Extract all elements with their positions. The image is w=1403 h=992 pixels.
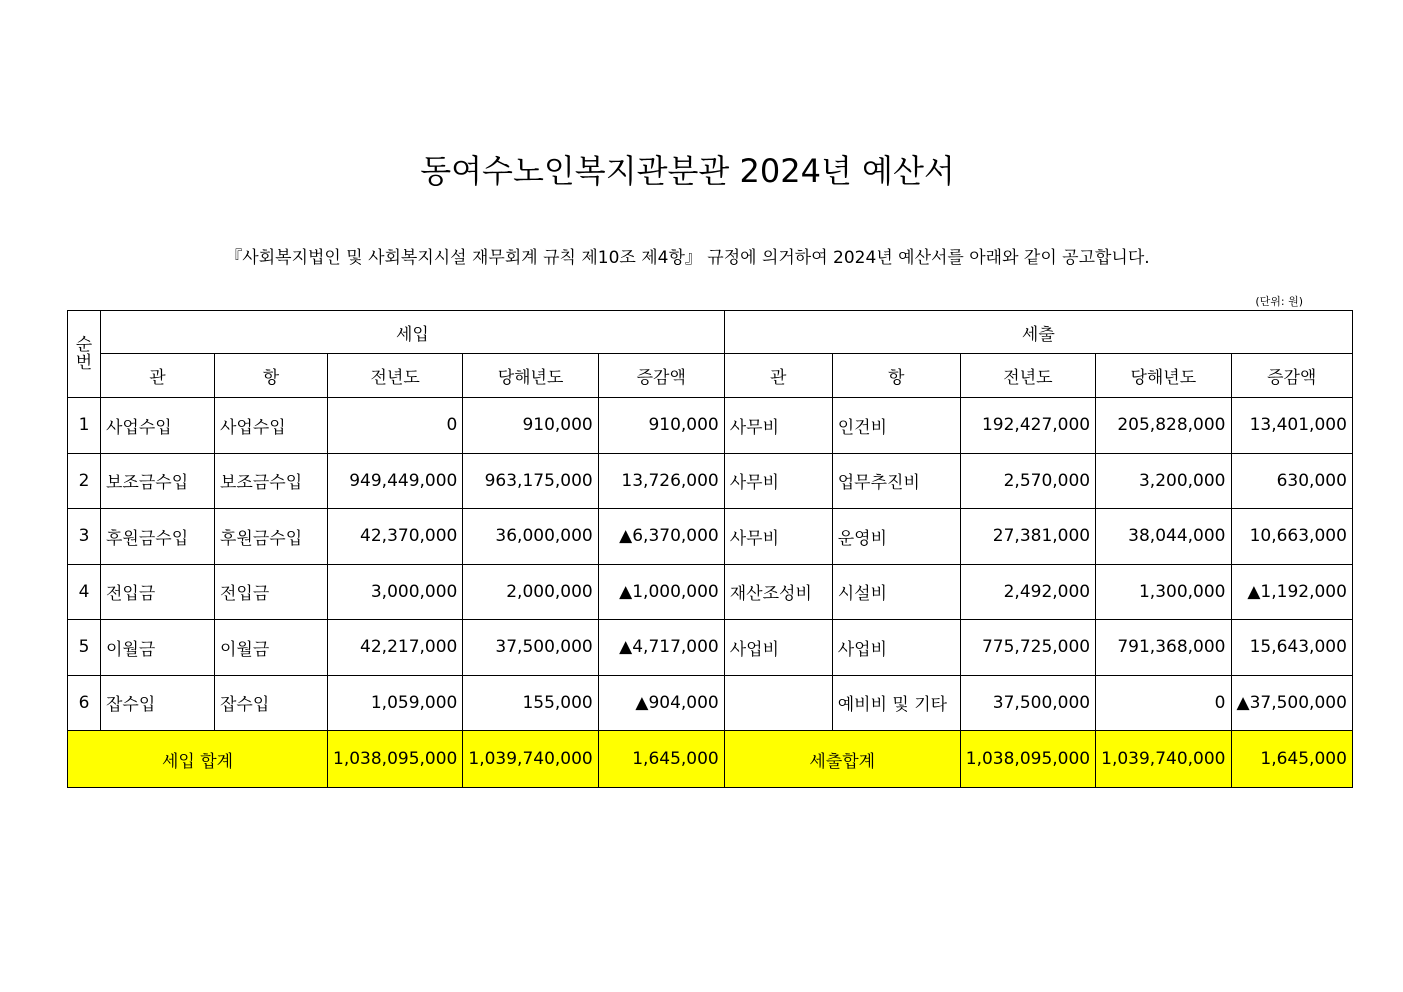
expense-prev: 2,492,000 [960,564,1095,620]
expense-hang: 인건비 [832,398,960,454]
expense-hang: 업무추진비 [832,453,960,509]
expense-prev-header: 전년도 [960,354,1095,398]
expense-diff: ▲1,192,000 [1231,564,1352,620]
income-gwan: 전입금 [101,564,215,620]
seq-header [68,311,101,398]
expense-prev: 2,570,000 [960,453,1095,509]
expense-curr: 791,368,000 [1096,620,1231,676]
income-curr-header: 당해년도 [463,354,598,398]
table-row [68,564,1353,620]
expense-gwan: 재산조성비 [724,564,832,620]
expense-curr: 3,200,000 [1096,453,1231,509]
expense-curr: 0 [1096,675,1231,731]
expense-diff: ▲37,500,000 [1231,675,1352,731]
expense-gwan: 사업비 [724,620,832,676]
income-gwan: 후원금수입 [101,509,215,565]
expense-gwan: 사무비 [724,509,832,565]
table-row [68,509,1353,565]
income-diff: ▲6,370,000 [598,509,724,565]
income-total-diff: 1,645,000 [598,731,724,788]
expense-gwan-header: 관 [724,354,832,398]
income-diff-header: 증감액 [598,354,724,398]
announcement-text: 『사회복지법인 및 사회복지시설 재무회계 규칙 제10조 제4항』 규정에 의거하여 2024년 예산서를 아래와 같이 공고합니다. [225,248,1150,268]
income-prev: 949,449,000 [328,453,463,509]
expense-hang: 사업비 [832,620,960,676]
income-hang: 보조금수입 [215,453,328,509]
expense-diff: 630,000 [1231,453,1352,509]
income-diff: 910,000 [598,398,724,454]
column-header-row [68,354,1353,398]
expense-gwan: 사무비 [724,453,832,509]
expense-diff: 10,663,000 [1231,509,1352,565]
expense-gwan [724,675,832,731]
expense-hang: 운영비 [832,509,960,565]
expense-diff: 15,643,000 [1231,620,1352,676]
income-diff: ▲1,000,000 [598,564,724,620]
income-diff: 13,726,000 [598,453,724,509]
expense-hang: 시설비 [832,564,960,620]
income-diff: ▲904,000 [598,675,724,731]
expense-curr-header: 당해년도 [1096,354,1231,398]
row-number: 2 [68,453,101,509]
income-curr: 963,175,000 [463,453,598,509]
expense-diff: 13,401,000 [1231,398,1352,454]
income-gwan-header: 관 [101,354,215,398]
income-prev: 1,059,000 [328,675,463,731]
expense-total-curr: 1,039,740,000 [1096,731,1231,788]
expense-total-diff: 1,645,000 [1231,731,1352,788]
budget-table [67,310,1353,788]
expense-curr: 205,828,000 [1096,398,1231,454]
income-gwan: 사업수입 [101,398,215,454]
income-curr: 36,000,000 [463,509,598,565]
expense-curr: 1,300,000 [1096,564,1231,620]
income-hang: 사업수입 [215,398,328,454]
table-row [68,675,1353,731]
expense-prev: 37,500,000 [960,675,1095,731]
income-prev-header: 전년도 [328,354,463,398]
expense-hang: 예비비 및 기타 [832,675,960,731]
table-row [68,453,1353,509]
seq-header-label: 순번 [75,335,93,373]
row-number: 6 [68,675,101,731]
row-number: 1 [68,398,101,454]
expense-diff-header: 증감액 [1231,354,1352,398]
income-prev: 42,217,000 [328,620,463,676]
expense-prev: 27,381,000 [960,509,1095,565]
income-curr: 2,000,000 [463,564,598,620]
row-number: 4 [68,564,101,620]
income-hang: 전입금 [215,564,328,620]
income-diff: ▲4,717,000 [598,620,724,676]
income-total-curr: 1,039,740,000 [463,731,598,788]
total-row [68,731,1353,788]
income-hang: 후원금수입 [215,509,328,565]
income-hang: 이월금 [215,620,328,676]
expense-curr: 38,044,000 [1096,509,1231,565]
income-total-prev: 1,038,095,000 [328,731,463,788]
income-header: 세입 [101,311,725,354]
expense-total-label: 세출합계 [724,731,960,788]
group-header-row [68,311,1353,354]
expense-header: 세출 [724,311,1352,354]
row-number: 5 [68,620,101,676]
income-gwan: 이월금 [101,620,215,676]
income-curr: 37,500,000 [463,620,598,676]
income-gwan: 보조금수입 [101,453,215,509]
income-curr: 910,000 [463,398,598,454]
page-title: 동여수노인복지관분관 2024년 예산서 [420,152,955,190]
income-gwan: 잡수입 [101,675,215,731]
row-number: 3 [68,509,101,565]
income-total-label: 세입 합계 [68,731,328,788]
expense-hang-header: 항 [832,354,960,398]
table-row [68,620,1353,676]
income-prev: 42,370,000 [328,509,463,565]
table-row [68,398,1353,454]
unit-label: (단위: 원) [1255,295,1303,308]
expense-prev: 775,725,000 [960,620,1095,676]
expense-prev: 192,427,000 [960,398,1095,454]
income-hang: 잡수입 [215,675,328,731]
expense-gwan: 사무비 [724,398,832,454]
income-prev: 3,000,000 [328,564,463,620]
expense-total-prev: 1,038,095,000 [960,731,1095,788]
income-curr: 155,000 [463,675,598,731]
income-hang-header: 항 [215,354,328,398]
income-prev: 0 [328,398,463,454]
